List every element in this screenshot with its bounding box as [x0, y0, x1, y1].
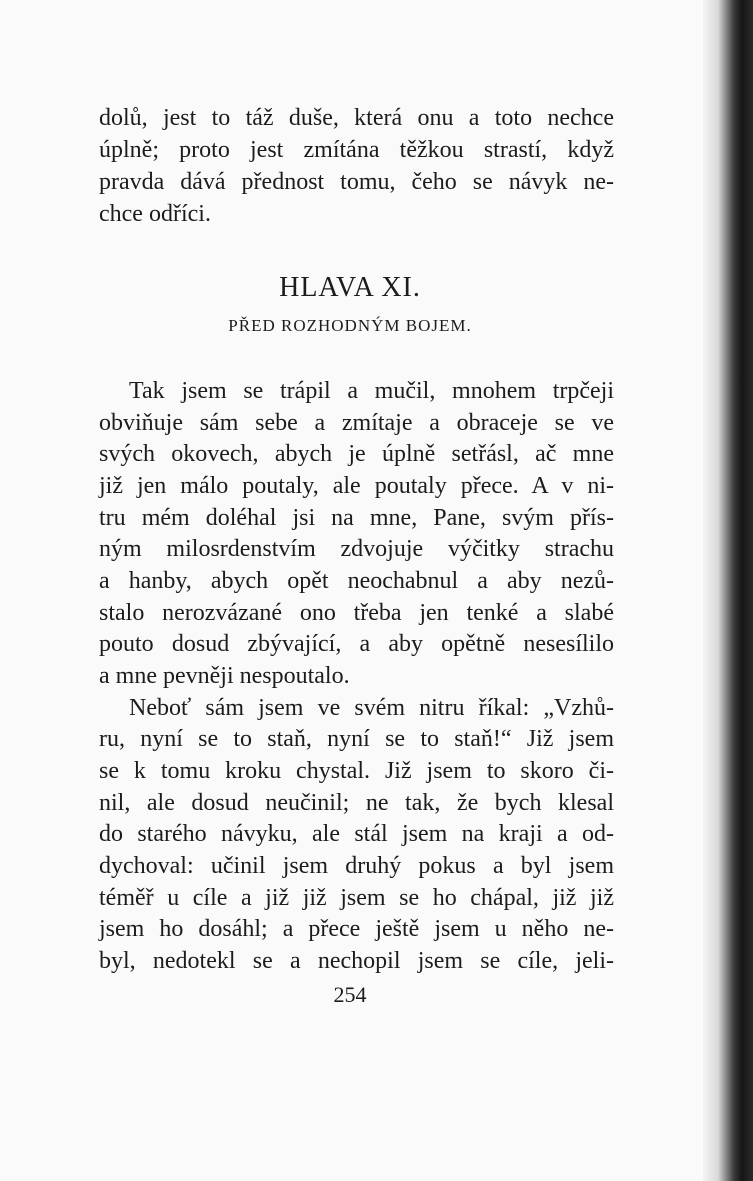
page-binding-edge: [703, 0, 753, 1181]
text-line: se k tomu kroku chystal. Již jsem to skoro či-: [99, 758, 614, 784]
text-line: ru, nyní se to staň, nyní se to staň!“ Již jsem: [99, 726, 614, 752]
text-line: již jen málo poutaly, ale poutaly přece. A v ni-: [99, 473, 614, 499]
text-line: ným milosrdenstvím zdvojuje výčitky strachu: [99, 536, 614, 562]
text-line: byl, nedotekl se a nechopil jsem se cíle, jeli-: [99, 948, 614, 974]
text-line: Neboť sám jsem ve svém nitru říkal: „Vzhů-: [129, 695, 614, 721]
text-line: stalo nerozvázané ono třeba jen tenké a slabé: [99, 600, 614, 626]
text-line: jsem ho dosáhl; a přece ještě jsem u něho ne-: [99, 916, 614, 942]
text-line: dolů, jest to táž duše, která onu a toto nechce: [99, 105, 614, 131]
page-number: 254: [333, 982, 367, 1007]
text-line: do starého návyku, ale stál jsem na kraji a od-: [99, 821, 614, 847]
text-line: úplně; proto jest zmítána těžkou strastí, když: [99, 137, 614, 163]
text-line: Tak jsem se trápil a mučil, mnohem trpčeji: [129, 378, 614, 404]
text-line: chce odříci.: [99, 201, 211, 227]
text-line: pravda dává přednost tomu, čeho se návyk ne-: [99, 169, 614, 195]
text-line: obviňuje sám sebe a zmítaje a obraceje se ve: [99, 410, 614, 436]
text-line: tru mém doléhal jsi na mne, Pane, svým přís-: [99, 505, 614, 531]
text-line: svých okovech, abych je úplně setřásl, ač mne: [99, 441, 614, 467]
text-line: nil, ale dosud neučinil; ne tak, že bych klesal: [99, 790, 614, 816]
text-line: a hanby, abych opět neochabnul a aby nezů-: [99, 568, 614, 594]
text-line: dychoval: učinil jsem druhý pokus a byl jsem: [99, 853, 614, 879]
chapter-subtitle: PŘED ROZHODNÝM BOJEM.: [228, 316, 472, 335]
text-line: a mne pevněji nespoutalo.: [99, 663, 350, 689]
text-line: téměř u cíle a již již jsem se ho chápal, již již: [99, 885, 614, 911]
chapter-title: HLAVA XI.: [279, 272, 421, 303]
text-line: pouto dosud zbývající, a aby opětně nesesílilo: [99, 631, 614, 657]
